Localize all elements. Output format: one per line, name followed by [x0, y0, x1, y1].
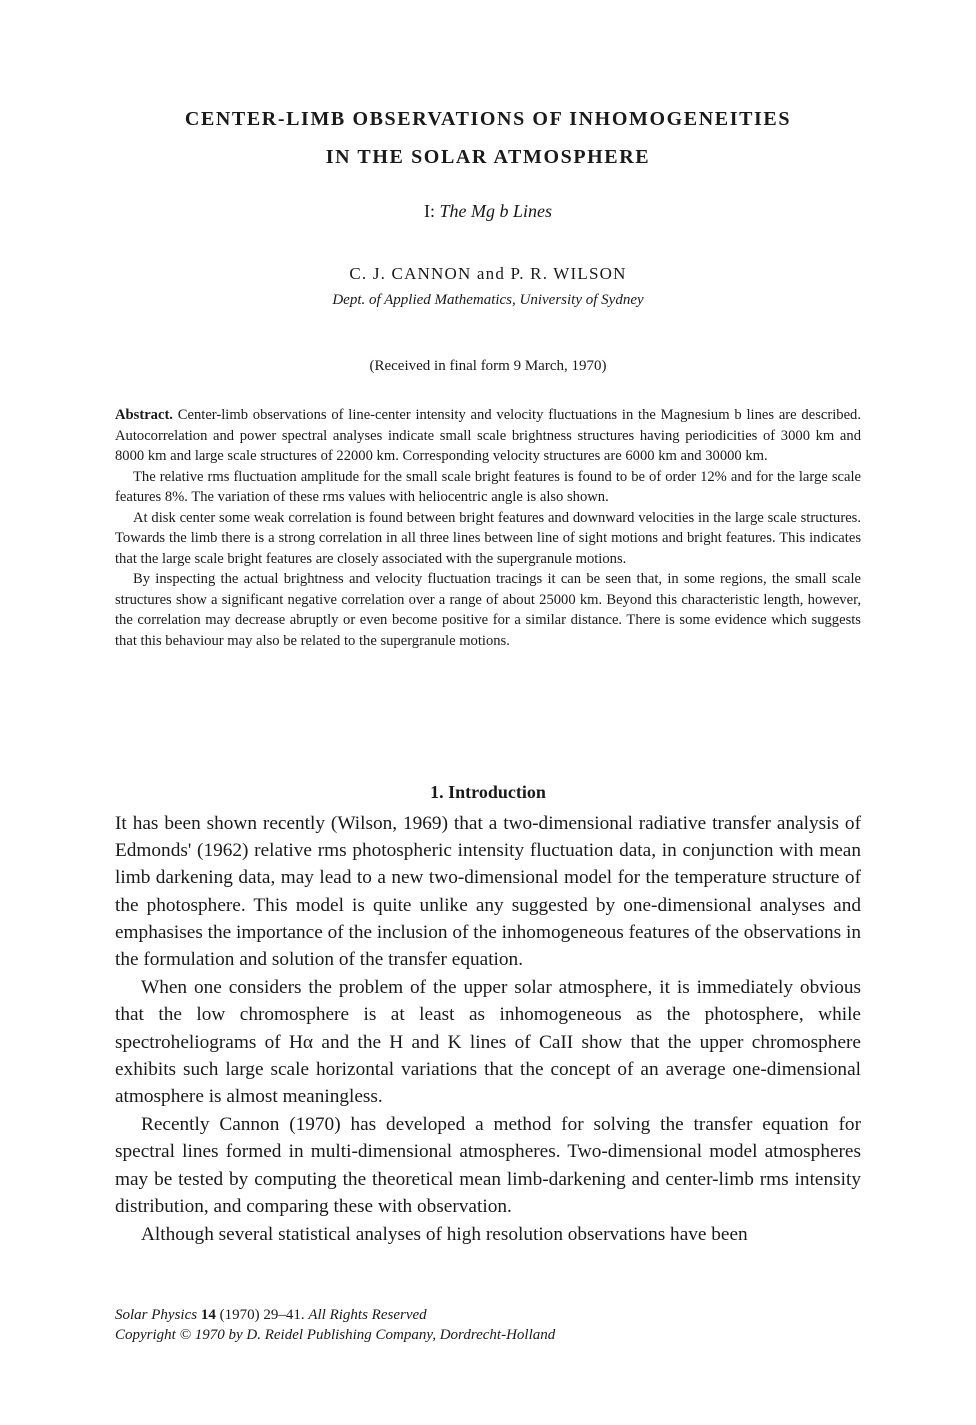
abstract-paragraph: By inspecting the actual brightness and velocity fluctuation tracings it can be seen that, in some regions, the small scale structures show a significant negative correlation over a range of about 25000 km. Beyond this characteristic length, however, the correlation may decrease abruptly or even become positive for a similar distance. There is some evidence which suggests that this behaviour may also be related to the supergranule motions. — [115, 571, 861, 649]
abstract — [115, 405, 861, 651]
paper-title-line1: CENTER-LIMB OBSERVATIONS OF INHOMOGENEITIES — [184, 108, 792, 130]
abstract-label: Abstract. — [115, 407, 173, 423]
body-paragraph: When one considers the problem of the upper solar atmosphere, it is immediately obvious that the low chromosphere is at least as inhomogeneous as the photosphere, while spectroheliograms of Hα and the H and K lines of CaII show that the upper chromosphere exhibits such large scale horizontal variations that the concept of an average one-dimensional atmosphere is almost meaningless. — [115, 977, 861, 1108]
journal-year-pages: (1970) 29–41. — [219, 1307, 305, 1323]
introduction-body — [115, 810, 861, 1249]
abstract-paragraph — [115, 405, 861, 467]
body-paragraph: Recently Cannon (1970) has developed a method for solving the transfer equation for spectral lines formed in multi-dimensional atmospheres. Two-dimensional model atmospheres may be tested by computing the theoretical mean limb-darkening and center-limb rms intensity distribution, and comparing these with observation. — [115, 1114, 861, 1217]
paper-title-line2: IN THE SOLAR ATMOSPHERE — [325, 146, 651, 168]
paper-subtitle — [0, 201, 976, 222]
subtitle-part-number: I: — [424, 201, 435, 221]
affiliation: Dept. of Applied Mathematics, University of Sydney — [332, 292, 644, 308]
abstract-paragraph: At disk center some weak correlation is found between bright features and downward velocities in the large scale structures. Towards the limb there is a strong correlation in all three lines between line of sight motions and bright features. This indicates that the large scale bright features are closely associated with the supergranule motions. — [115, 509, 861, 567]
body-paragraph: It has been shown recently (Wilson, 1969) that a two-dimensional radiative transfer analysis of Edmonds' (1962) relative rms photospheric intensity fluctuation data, in conjunction with mean limb darkening data, may lead to a new two-dimensional model for the temperature structure of the photosphere. This model is quite unlike any suggested by one-dimensional analyses and emphasises the importance of the inclusion of the inhomogeneous features of the observations in the formulation and solution of the transfer equation. — [115, 813, 861, 971]
section-heading: 1. Introduction — [430, 781, 546, 802]
journal-citation — [115, 1305, 861, 1325]
body-paragraph: Although several statistical analyses of high resolution observations have been — [141, 1224, 748, 1246]
abstract-paragraph-text: Center-limb observations of line-center intensity and velocity fluctuations in the Magnesium b lines are described. Autocorrelation and power spectral analyses indicate small scale brightness structures having periodicities of 3000 km and 8000 km and large scale structures of 22000 km. Corresponding velocity structures are 6000 km and 30000 km. — [115, 407, 861, 464]
abstract-paragraph: The relative rms fluctuation amplitude for the small scale bright features is found to be of order 12% and for the large scale features 8%. The variation of these rms values with heliocentric angle is also shown. — [115, 468, 861, 505]
journal-name: Solar Physics — [115, 1307, 198, 1323]
authors: C. J. CANNON and P. R. WILSON — [349, 264, 627, 283]
received-date: (Received in final form 9 March, 1970) — [369, 358, 607, 374]
rights-notice: All Rights Reserved — [308, 1307, 427, 1323]
copyright-notice: Copyright © 1970 by D. Reidel Publishing Company, Dordrecht-Holland — [115, 1327, 556, 1343]
subtitle-text: The Mg b Lines — [439, 201, 552, 221]
page-footer — [115, 1305, 861, 1345]
journal-volume: 14 — [200, 1307, 216, 1323]
